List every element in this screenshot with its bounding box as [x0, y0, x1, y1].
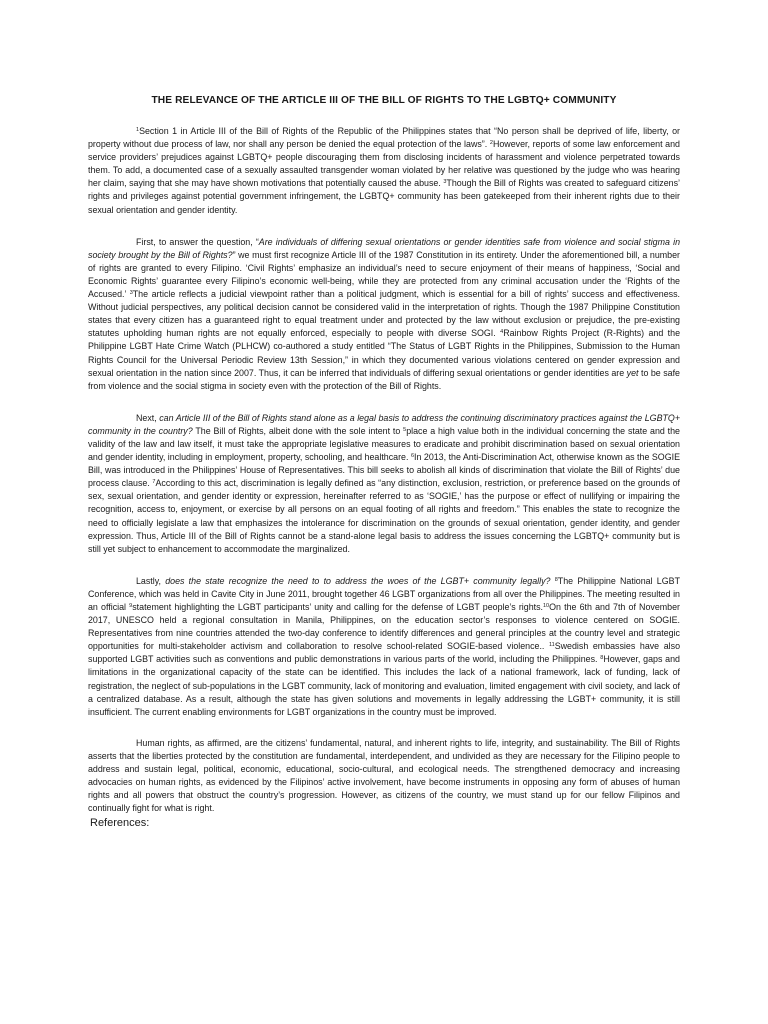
paragraph-text: place a high value both in the individual concerning the state and the validity of the law and law itself, it must take the appropriate legislative measures to eradicate and prohibit discrimination based on sexual orientation and gender identity, including in employment, property, schooling, and healthcare. — [88, 425, 680, 463]
italic-question: does the state recognize the need to to address the woes of the LGBT+ community legally? — [165, 575, 551, 586]
paragraph-text: The article reflects a judicial viewpoint rather than a political judgment, which is essential for a bill of rights’ success and effectiveness. Without judicial perspectives, any political decision cannot be considered valid in the interpretation of rights. Though the 1987 Philippine Constitution states that every citizen has a guaranteed right to equal treatment under and protected by the law without exclusion or prejudice, the pre-existing statutes upholding human rights are not equally enforced, especially to people with diverse SOGI. — [88, 289, 680, 339]
document-title: THE RELEVANCE OF THE ARTICLE III OF THE BILL OF RIGHTS TO THE LGBTQ+ COMMUNITY — [151, 95, 617, 106]
paragraph-text: Rainbow Rights Project (R-Rights) and the Philippine LGBT Hate Crime Watch (PLHCW) co-authored a study entitled “The Status of LGBT Rights in the Philippines, Submission to the Human Rights Council for the Universal Periodic Review 13th Session,” in which they documented various violations centered on gender expression and sexual orientation in the nation since 2007. Thus, it can be inferred that individuals of differing sexual orientations or gender identities are — [88, 328, 681, 378]
paragraph-text: to be safe from violence and the social stigma in society even with the protection of the Bill of Rights. — [88, 367, 680, 391]
footnote-marker: 10 — [543, 603, 550, 609]
document-page — [88, 0, 680, 830]
footnote-marker: 3 — [443, 179, 447, 186]
paragraph-text: Though the Bill of Rights was created to safeguard citizens’ rights and privileges against potential government infringement, the LGBTQ+ community has been gatekeeped from their inherent rights due to their sexual orientation and gender identity. — [88, 178, 680, 215]
paragraph-text: statement highlighting the LGBT participants’ unity and calling for the defense of LGBT people’s rights. — [132, 602, 543, 612]
paragraph-text: ” we must first recognize Article III of the 1987 Constitution in its entirety. Under the aforementioned bill, a number of rights are granted to every Filipino. ‘Civil Rights’ emphasize an individual’s need to secure enjoyment of their means of happiness, ‘Social and Economic Rights’ guarantee every Filipino’s economic well-being, while they are protected from any criminal accusation under the ‘Rights of the Accused.’ — [88, 249, 681, 300]
footnote-marker: 3 — [129, 290, 133, 297]
paragraph-text: Next, — [136, 412, 160, 423]
references-heading: References: — [90, 817, 150, 830]
paragraph-text: The Bill of Rights, albeit done with the sole intent to — [192, 425, 404, 436]
footnote-marker: 1 — [136, 127, 140, 133]
paragraph-text: According to this act, discrimination is legally defined as “any distinction, exclusion, restriction, or preference based on the grounds of sex, sexual orientation, and gender identity or expression, hereinafter referred to as ‘SOGIE,’ has the purpose or effect of nullifying or impairing the recognition, access to, enjoyment, or exercise by all persons on an equal footing of all rights and freedom.” This enables the state to recognize the need to officially legislate a law that emphasizes the intolerance for discrimination on the grounds of sexual orientation, gender identity, and gender expression. Thus, Article III of the Bill of Rights cannot be a stand-alone legal basis to address the issues concerning the LGBTQ+ community but is still yet subject to enhancement to accommodate the marginalized. — [88, 478, 680, 554]
paragraph-3 — [88, 412, 680, 556]
italic-question: Are individuals of differing sexual orientations or gender identities safe from violence and social stigma in society brought by the Bill of Rights? — [88, 236, 680, 260]
footnote-marker: 5 — [403, 426, 407, 433]
paragraph-text: Human rights, as affirmed, are the citizens’ fundamental, natural, and inherent rights to life, integrity, and sustainability. The Bill of Rights asserts that the liberties protected by the constitution are fundamental, interdependent, and undivided as they are necessary for the Filipino people to address and sustain legal, political, economic, educational, socio-cultural, and ecological needs. The strengthened democracy and increasing advocacies on human rights, as evidenced by the Filipinos’ active involvement, have become instruments in opposing any form of abuses of human rights and all powers that obstruct the country’s progression. However, as citizens of the country, we must stand up for our fellow Filipinos and continually fight for what is right. — [88, 737, 680, 814]
paragraph-2 — [88, 236, 680, 393]
footnote-marker: 4 — [500, 329, 504, 336]
footnote-marker: 11 — [549, 642, 555, 649]
italic-question: can Article III of the Bill of Rights stand alone as a legal basis to address the continuing discriminatory practices against the LGBTQ+ community in the country? — [88, 412, 680, 436]
footnote-marker: 2 — [489, 140, 493, 147]
paragraph-text: The Philippine National LGBT Conference, which was held in Cavite City in June 2011, brought together 46 LGBT organizations from all over the Philippines. The meeting resulted in an official — [88, 575, 680, 612]
paragraph-text: Swedish embassies have also supported LGBT activities such as conventions and public demonstrations in various parts of the world, including the Philippines. — [88, 641, 681, 665]
footnote-marker: 7 — [152, 479, 156, 486]
paragraph-5 — [88, 737, 680, 816]
paragraph-text: However, gaps and limitations in the organizational capacity of the state can be identified. This includes the lack of a national framework, lack of funding, lack of registration, the neglect of sub-populations in the LGBT community, lack of monitoring and evaluation, limited engagement with civil society, and lack of a centralized database. As a result, although the state has given solutions and movements in legally addressing the LGBT+ community, it is still insufficient. The current enabling environments for LGBT organizations in the country must be improved. — [88, 654, 680, 717]
paragraph-text: First, to answer the question, “ — [136, 236, 259, 247]
italic-question: yet — [626, 367, 639, 378]
paragraph-text: However, reports of some law enforcement and service providers’ prejudices against LGBTQ+ people discouraging them from disclosing incidents of harassment and violence perpetrated towards them. To add, a documented case of a sexually assaulted transgender woman violated by her relative was questioned by the judge who was hearing her claim, saying that she may have shown motivations that potentially caused the abuse. — [88, 139, 680, 189]
paragraph-text: Section 1 in Article III of the Bill of Rights of the Republic of the Philippines states that “No person shall be deprived of life, liberty, or property without due process of law, nor shall any person be denied the equal protection of the laws”. — [88, 126, 680, 150]
paragraph-text: On the 6th and 7th of November 2017, UNESCO held a regional consultation in Manila, Philippines, on the education sector’s responses to violence centered on SOGIE. Representatives from nine countries attended the two-day conference to identify differences and general principles at the country level and strategic opportunities for multi-stakeholder activism and collaboration to resolve school-related SOGIE-based violence.. — [88, 602, 680, 652]
footnote-marker: 8 — [554, 576, 558, 583]
paragraph-4 — [88, 575, 680, 719]
footnote-marker: 6 — [410, 453, 414, 460]
paragraph-text: Lastly, — [136, 575, 166, 586]
paragraph-text: In 2013, the Anti-Discrimination Act, otherwise known as the SOGIE Bill, was introduced in the Philippines’ House of Representatives. This bill seeks to abolish all kinds of discrimination that violate the Bill of Rights’ due process clause. — [88, 452, 680, 489]
paragraph-1 — [88, 125, 680, 217]
footnote-marker: 9 — [129, 603, 133, 609]
footnote-marker: 8 — [600, 655, 604, 662]
